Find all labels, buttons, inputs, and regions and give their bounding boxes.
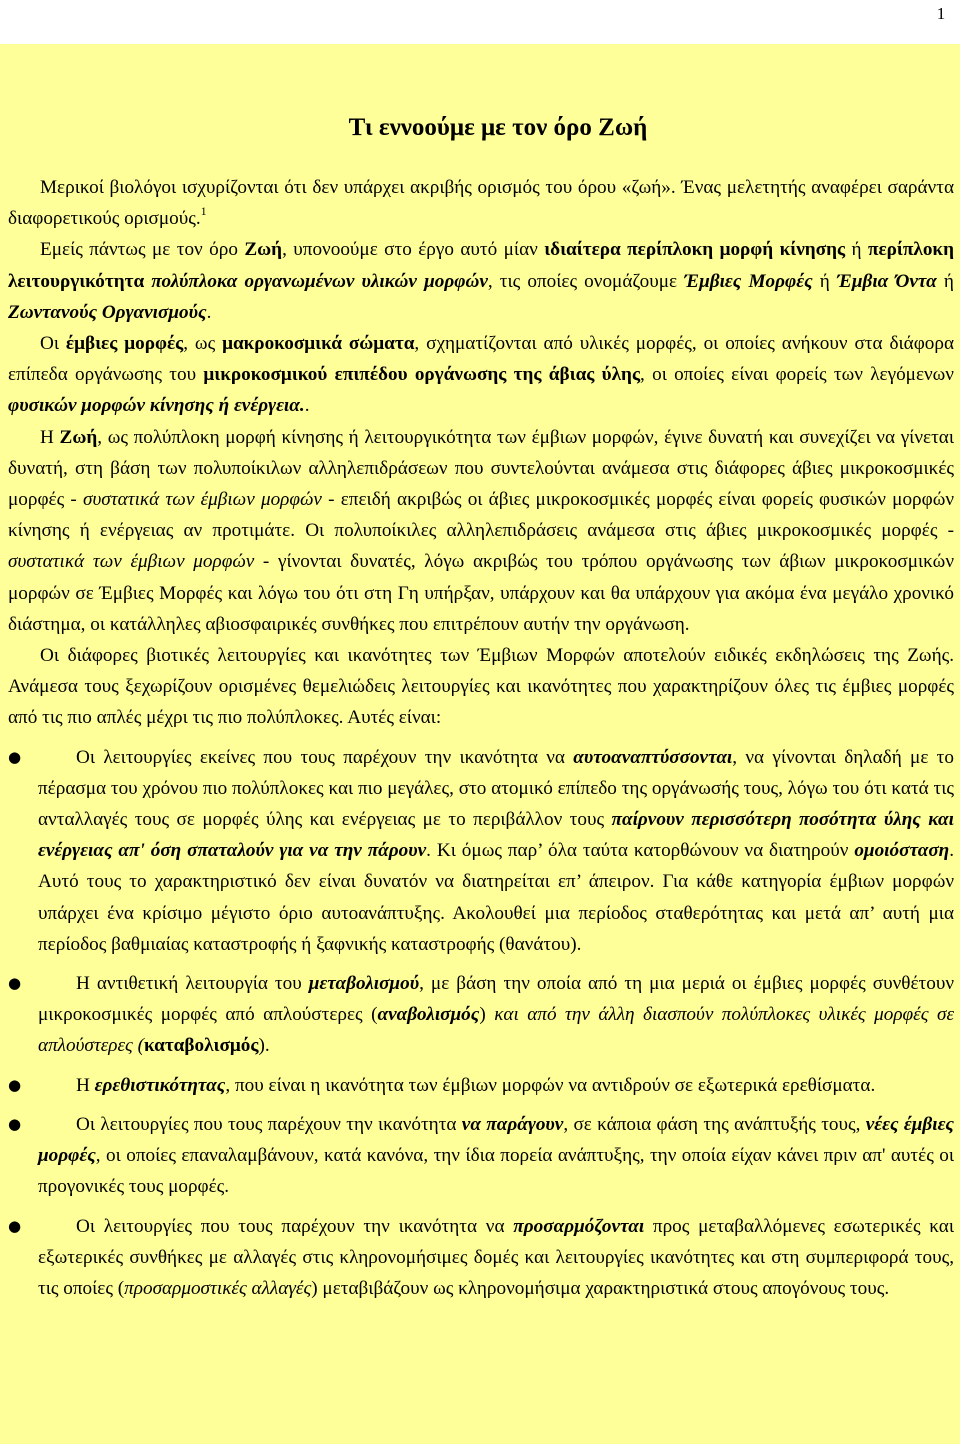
text-run: , να γίνονται δηλαδή με το πέρασμα του χρόνου πιο πολύπλοκες και πιο μεγάλες, στο ατομικό επίπεδο της οργάνωσής τους, λόγω του ότι κατά τις ανταλλαγές τους σε μορφές ύλης και ενέργειας με το περιβάλλον τους <box>38 746 954 831</box>
text-run: ) <box>479 1004 495 1026</box>
text-run: Οι διάφορες βιοτικές λειτουργίες και ικανότητες των Έμβιων Μορφών αποτελούν ειδικές εκδηλώσεις της Ζωής. Ανάμεσα τους ξεχωρίζουν ορισμένες θεμελιώδεις λειτουργίες και ικανότητες που χαρακτηρίζουν όλες τις έμβιες μορφές από τις πιο απλές μέχρι τις πιο πολύπλοκες. Αυτές είναι: <box>8 645 954 729</box>
text-run: να παράγουν <box>461 1113 564 1135</box>
text-run: Οι λειτουργίες που τους παρέχουν την ικανότητα να <box>76 1215 514 1237</box>
text-run: μακροκοσμικά σώματα <box>222 333 415 355</box>
text-run: μεταβολισμού <box>308 973 420 995</box>
paragraph <box>8 640 954 734</box>
text-run: προσαρμοστικές αλλαγές <box>124 1277 312 1299</box>
text-run: περίπλοκη λειτουργικότητα <box>8 239 954 292</box>
text-run: Ζωή <box>244 239 283 261</box>
text-run: Ζωντανούς Οργανισμούς <box>8 301 207 323</box>
text-run: Ζωή <box>59 426 98 448</box>
paragraph-list <box>8 172 954 734</box>
bullet-dot-icon: ● <box>8 747 22 766</box>
text-run: , ως <box>183 333 223 355</box>
text-run: Η αντιθετική λειτουργία του <box>76 973 309 995</box>
text-run: αυτοαναπτύσσονται <box>573 746 733 768</box>
text-run: , οι οποίες είναι φορείς των λεγόμενων <box>640 364 954 386</box>
document-page <box>0 44 960 1444</box>
text-run: αναβολισμός <box>377 1004 480 1026</box>
text-run: προς μεταβαλλόμενες εσωτερικές και εξωτερικές συνθήκες με αλλαγές στις κληρονομήσιμες δομές και λειτουργίες ικανότητες και στη συμπεριφορά τους, τις οποίες ( <box>38 1215 955 1299</box>
text-run: φυσικών μορφών κίνησης ή ενέργεια. <box>8 395 305 417</box>
text-run: Εμείς πάντως με τον όρο <box>40 239 245 261</box>
text-run: , ως πολύπλοκη μορφή κίνησης ή λειτουργικότητα των έμβιων μορφών, έγινε δυνατή και συνεχίζει να γίνεται δυνατή, στη βάση των πολυποίκιλων αλληλεπιδράσεων που συντελούνται ανάμεσα στις διάφορες άβιες μικροκοσμικές μορφές - <box>8 426 954 511</box>
paragraph <box>8 422 954 640</box>
paragraph <box>8 234 954 328</box>
text-run: . <box>304 395 310 417</box>
text-run: ) μεταβιβάζουν ως κληρονομήσιμα χαρακτηριστικά στους απογόνους τους. <box>311 1277 890 1299</box>
bullet-item <box>8 1070 954 1101</box>
text-run: πολύπλοκα οργανωμένων υλικών μορφών <box>151 270 488 292</box>
text-run: μικροκοσμικού επιπέδου οργάνωσης της άβιας ύλης <box>203 364 641 386</box>
text-run: . <box>206 301 212 323</box>
text-run: . Κι όμως παρ’ όλα ταύτα κατορθώνουν να διατηρούν <box>426 840 855 862</box>
bullet-list <box>8 742 954 1304</box>
document-title: Τι εννοούμε με τον όρο Ζωή <box>348 114 648 141</box>
text-run: - επειδή ακριβώς οι άβιες μικροκοσμικές μορφές είναι φορείς φυσικών μορφών κίνησης ή ενέργειας αν προτιμάτε. Οι πολυποίκιλες αλληλεπιδράσεις ανάμεσα στις άβιες μικροκοσμικές μορφές - <box>8 489 954 542</box>
text-run: προσαρμόζονται <box>513 1215 645 1237</box>
text-run: Μερικοί βιολόγοι ισχυρίζονται ότι δεν υπάρχει ακριβής ορισμός του όρου «ζωή». Ένας μελετητής αναφέρει σαράντα διαφορετικούς ορισμούς. <box>8 177 954 230</box>
bullet-item <box>8 742 954 960</box>
text-run: παίρνουν περισσότερη ποσότητα ύλης και ενέργειας απ' όση σπαταλούν για να την πάρουν <box>38 809 954 862</box>
text-run: ιδιαίτερα περίπλοκη μορφή κίνησης <box>544 239 846 261</box>
text-run: Οι λειτουργίες εκείνες που τους παρέχουν την ικανότητα να <box>76 746 574 768</box>
footnote-marker: 1 <box>200 204 207 219</box>
text-run: συστατικά των έμβιων μορφών <box>8 551 255 573</box>
text-run: , που είναι η ικανότητα των έμβιων μορφών να αντιδρούν σε εξωτερικά ερεθίσματα. <box>225 1074 876 1096</box>
bullet-dot-icon: ● <box>8 1114 22 1133</box>
bullet-dot-icon: ● <box>8 1075 22 1094</box>
text-run: συστατικά των έμβιων μορφών <box>83 489 322 511</box>
text-run: ή <box>812 270 837 292</box>
text-run: Η <box>40 426 60 448</box>
text-run: και από την άλλη διασπούν πολύπλοκες υλικές μορφές σε απλούστερες ( <box>38 1004 955 1057</box>
text-run: , υπονοούμε στο έργο αυτό μίαν <box>282 239 545 261</box>
text-run: - γίνονται δυνατές, λόγω ακριβώς του τρόπου οργάνωσης των άβιων μικροκοσμικών μορφών σε Έμβιες Μορφές και λόγω του ότι στη Γη υπήρξαν, υπάρχουν και θα υπάρχουν για ακόμα ένα μεγάλο χρονικό διάστημα, οι κατάλληλες αβιοσφαιρικές συνθήκες που επιτρέπουν αυτήν την οργάνωση. <box>8 551 954 635</box>
text-run: Έμβιες Μορφές <box>684 270 813 292</box>
text-run: . Αυτό τους το χαρακτηριστικό δεν είναι δυνατόν να διατηρείται επ’ άπειρον. Για κάθε κατηγορία έμβιων μορφών υπάρχει ένα κρίσιμο μέγιστο όριο αυτοανάπτυξης. Ακολουθεί μια περίοδος σταθερότητας και μετά απ’ αυτή μια περίοδος βαθμιαίας καταστροφής ή ξαφνικής καταστροφής (θανάτου). <box>38 840 954 955</box>
document-body <box>8 172 954 1304</box>
paragraph <box>8 172 954 234</box>
text-run: νέες έμβιες μορφές <box>38 1113 954 1167</box>
text-run: , οι οποίες επαναλαμβάνουν, κατά κανόνα, την ίδια πορεία ανάπτυξης, την οποία είχαν κάνει πριν απ' αυτές οι προγονικές τους μορφές. <box>38 1145 954 1198</box>
text-run: ερεθιστικότητας <box>94 1074 226 1096</box>
bullet-item <box>8 1211 954 1305</box>
bullet-item <box>8 1109 954 1203</box>
text-run: Έμβια Όντα <box>836 270 937 292</box>
text-run: Οι <box>40 333 66 355</box>
text-run: Η <box>76 1074 95 1096</box>
text-run: ). <box>258 1035 270 1057</box>
bullet-item <box>8 968 954 1062</box>
text-run: ομοιόσταση <box>854 840 950 862</box>
text-run: Οι λειτουργίες που τους παρέχουν την ικανότητα <box>76 1113 462 1135</box>
text-run: έμβιες μορφές <box>65 333 184 355</box>
text-run: , τις οποίες ονομάζουμε <box>487 270 685 292</box>
text-run: ή <box>936 270 954 292</box>
paragraph <box>8 328 954 422</box>
bullet-dot-icon: ● <box>8 1216 22 1235</box>
text-run: , με βάση την οποία από τη μια μεριά οι έμβιες μορφές συνθέτουν μικροκοσμικές μορφές από απλούστερες ( <box>38 973 954 1026</box>
text-run: καταβολισμός <box>144 1035 259 1057</box>
text-run: , σχηματίζονται από υλικές μορφές, οι οποίες ανήκουν στα διάφορα επίπεδα οργάνωσης του <box>8 333 955 386</box>
text-run: , σε κάποια φάση της ανάπτυξής τους, <box>563 1113 866 1135</box>
bullet-dot-icon: ● <box>8 974 22 993</box>
text-run: ή <box>845 239 868 261</box>
page-number: 1 <box>936 4 946 23</box>
